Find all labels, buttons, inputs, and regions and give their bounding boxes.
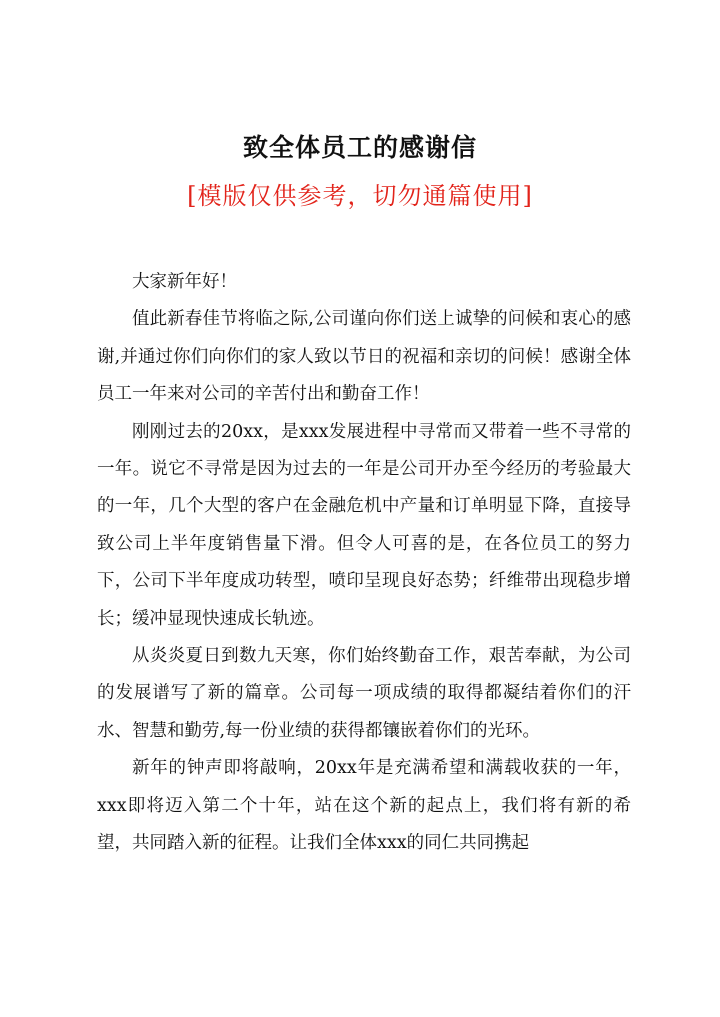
document-title: 致全体员工的感谢信	[242, 133, 477, 162]
paragraph-3: 从炎炎夏日到数九天寒，你们始终勤奋工作，艰苦奉献，为公司的发展谱写了新的篇章。公司每一项成绩的取得都凝结着你们的汗水、智慧和勤劳,每一份业绩的获得都镶嵌着你们的光环。	[97, 646, 631, 741]
paragraph-1: 值此新春佳节将临之际,公司谨向你们送上诚挚的问候和衷心的感谢,并通过你们向你们的家人致以节日的祝福和亲切的问候！感谢全体员工一年来对公司的辛苦付出和勤奋工作！	[97, 309, 631, 405]
template-notice: [模版仅供参考，切勿通篇使用]	[187, 182, 533, 210]
paragraph-2: 刚刚过去的20xx，是xxx发展进程中寻常而又带着一些不寻常的一年。说它不寻常是因为过去的一年是公司开办至今经历的考验最大的一年，几个大型的客户在金融危机中产量和订单明显下降，直接导致公司上半年度销售量下滑。但令人可喜的是，在各位员工的努力下，公司下半年度成功转型，喷印呈现良好态势；纤维带出现稳步增长；缓冲显现快速成长轨迹。	[97, 421, 631, 629]
greeting: 大家新年好！	[132, 272, 237, 292]
letter-body	[97, 264, 631, 863]
paragraph-4: 新年的钟声即将敲响，20xx年是充满希望和满载收获的一年，xxx即将迈入第二个十年，站在这个新的起点上，我们将有新的希望，共同踏入新的征程。让我们全体xxx的同仁共同携起	[97, 758, 631, 854]
